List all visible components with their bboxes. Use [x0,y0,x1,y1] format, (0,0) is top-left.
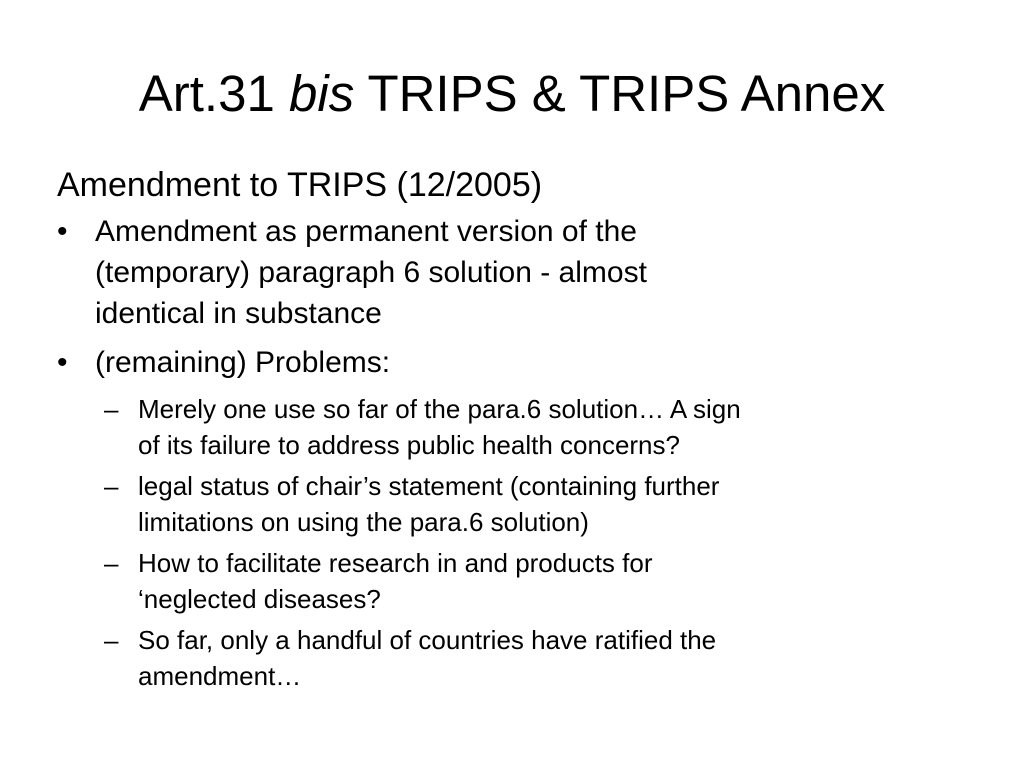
bullet-marker: • [57,346,68,379]
sub-bullet-line: Merely one use so far of the para.6 solution… A sign [138,394,741,424]
bullet-item [57,342,957,383]
sub-bullet-marker: – [104,394,119,424]
title-italic: bis [289,65,355,122]
sub-bullet-item [104,468,938,540]
bullet-line: (remaining) Problems: [95,346,391,379]
sub-bullet-marker: – [104,625,119,655]
title-prefix: Art.31 [138,65,289,122]
bullet-marker: • [57,215,68,248]
sub-bullet-item [104,622,938,694]
sub-bullet-line: ‘neglected diseases? [138,584,381,614]
bullet-line: Amendment as permanent version of the [95,215,637,248]
bullet-line: identical in substance [95,297,382,330]
sub-bullet-line: legal status of chair’s statement (containing further [138,471,720,501]
sub-bullet-line: amendment… [138,661,302,691]
sub-bullet-line: of its failure to address public health concerns? [138,430,680,460]
sub-bullet-item [104,391,938,463]
sub-bullet-line: limitations on using the para.6 solution) [138,507,589,537]
sub-bullet-item [104,545,938,617]
slide-body [57,163,957,699]
sub-bullet-marker: – [104,471,119,501]
sub-bullet-line: How to facilitate research in and products for [138,548,653,578]
bullet-item [57,211,957,334]
sub-bullet-marker: – [104,548,119,578]
section-heading: Amendment to TRIPS (12/2005) [57,166,543,204]
sub-bullet-line: So far, only a handful of countries have ratified the [138,625,717,655]
slide-title [0,62,1024,126]
title-suffix: TRIPS & TRIPS Annex [354,65,886,122]
bullet-line: (temporary) paragraph 6 solution - almost [95,256,647,289]
